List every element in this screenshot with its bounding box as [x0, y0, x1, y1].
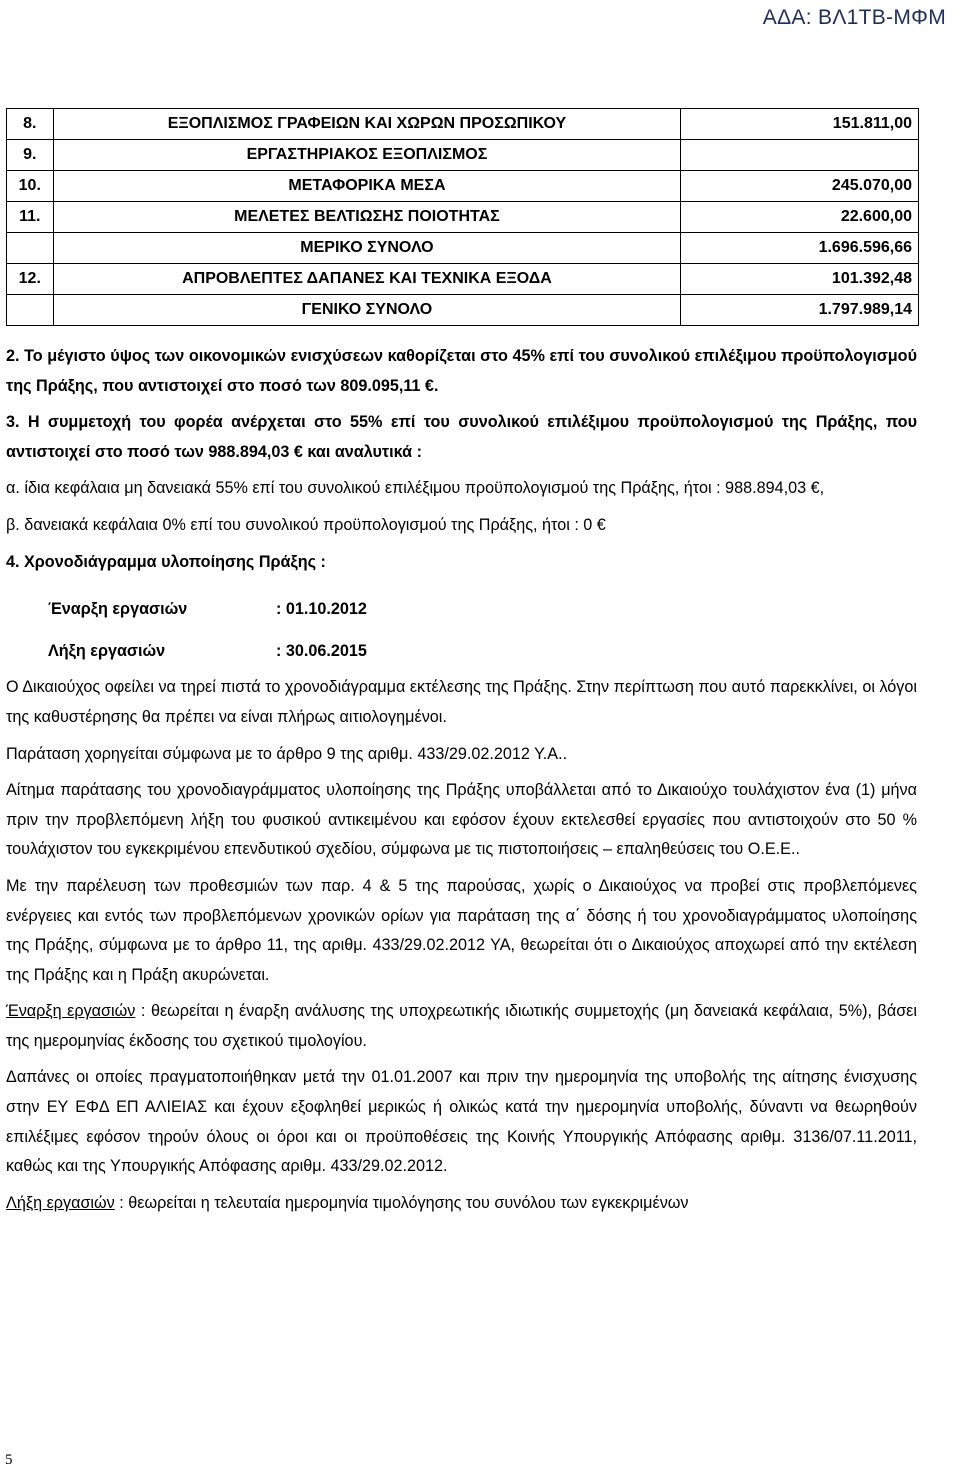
- item-a-paragraph: α. ίδια κεφάλαια μη δανειακά 55% επί του συνολικού επιλέξιμου προϋπολογισμού της Πράξης, ήτοι : 988.894,03 €,: [6, 479, 825, 498]
- row-amount: 151.811,00: [681, 109, 919, 140]
- table-row: [7, 295, 919, 326]
- section-2-paragraph: 2. Το μέγιστο ύψος των οικονομικών ενισχύσεων καθορίζεται στο 45% επί του συνολικού επιλέξιμου προϋπολογισμού της Πράξης, που αντιστοιχεί στο ποσό των 809.095,11 €.: [6, 347, 917, 395]
- budget-table: [6, 108, 919, 326]
- schedule-start-value: : 01.10.2012: [276, 600, 367, 619]
- start-definition-text: : θεωρείται η έναρξη ανάλυσης της υποχρεωτικής ιδιωτικής συμμετοχής (μη δανειακά κεφάλαια, 5%), βάσει της ημερομηνίας έκδοσης του σχετικού τιμολογίου.: [6, 1002, 917, 1050]
- row-amount: 245.070,00: [681, 171, 919, 202]
- section-4-title: 4. Χρονοδιάγραμμα υλοποίησης Πράξης :: [6, 552, 326, 571]
- page-number: 5: [5, 1452, 13, 1468]
- table-row: [7, 264, 919, 295]
- schedule-end-value: : 30.06.2015: [276, 641, 367, 660]
- schedule-end: [6, 637, 917, 667]
- table-row: [7, 140, 919, 171]
- schedule-start: [6, 595, 917, 625]
- costs-paragraph: Δαπάνες οι οποίες πραγματοποιήθηκαν μετά την 01.01.2007 και πριν την ημερομηνία της υποβολής της αίτησης ένισχυσης στην ΕΥ ΕΦΔ ΕΠ ΑΛΙΕΙΑΣ και έχουν εξοφληθεί μερικώς ή ολικώς κατά την ημερομηνία υποβολής, δύναντι να θεωρηθούν επιλέξιμες εφόσον τηρούν όλους οι όροι και οι προϋποθέσεις της Κοινής Υπουργικής Απόφασης αριθμ. 3136/07.11.2011, καθώς και της Υπουργικής Απόφασης αριθμ. 433/29.02.2012.: [6, 1068, 917, 1176]
- row-number: 10.: [7, 171, 54, 202]
- row-amount: 101.392,48: [681, 264, 919, 295]
- row-number: 12.: [7, 264, 54, 295]
- deadline-paragraph: Με την παρέλευση των προθεσμιών των παρ. 4 & 5 της παρούσας, χωρίς ο Δικαιούχος να προβεί στις προβλεπόμενες ενέργειες και εντός των προβλεπόμενων χρονικών ορίων για παράταση της α΄ δόσης ή του χρονοδιαγράμματος υλοποίησης της Πράξης, σύμφωνα με το άρθρο 11, της αριθμ. 433/29.02.2012 ΥΑ, θεωρείται ότι ο Δικαιούχος αποχωρεί από την εκτέλεση της Πράξης και η Πράξη ακυρώνεται.: [6, 876, 917, 984]
- row-amount: 1.696.596,66: [681, 233, 919, 264]
- row-description: ΓΕΝΙΚΟ ΣΥΝΟΛΟ: [53, 295, 681, 326]
- document-body: [6, 342, 917, 1218]
- row-description: ΜΕΛΕΤΕΣ ΒΕΛΤΙΩΣΗΣ ΠΟΙΟΤΗΤΑΣ: [53, 202, 681, 233]
- row-description: ΜΕΡΙΚΟ ΣΥΝΟΛΟ: [53, 233, 681, 264]
- row-description: ΕΡΓΑΣΤΗΡΙΑΚΟΣ ΕΞΟΠΛΙΣΜΟΣ: [53, 140, 681, 171]
- table-row: [7, 171, 919, 202]
- row-description: ΑΠΡΟΒΛΕΠΤΕΣ ΔΑΠΑΝΕΣ ΚΑΙ ΤΕΧΝΙΚΑ ΕΞΟΔΑ: [53, 264, 681, 295]
- row-number: 11.: [7, 202, 54, 233]
- row-number: 9.: [7, 140, 54, 171]
- row-amount: [681, 140, 919, 171]
- item-b-paragraph: β. δανειακά κεφάλαια 0% επί του συνολικού προϋπολογισμού της Πράξης, ήτοι : 0 €: [6, 515, 606, 534]
- row-amount: 22.600,00: [681, 202, 919, 233]
- obligation-paragraph: Ο Δικαιούχος οφείλει να τηρεί πιστά το χρονοδιάγραμμα εκτέλεσης της Πράξης. Στην περίπτωση που αυτό παρεκκλίνει, οι λόγοι της καθυστέρησης θα πρέπει να είναι πλήρως αιτιολογημένοι.: [6, 678, 917, 726]
- section-3-paragraph: 3. Η συμμετοχή του φορέα ανέρχεται στο 55% επί του συνολικού επιλέξιμου προϋπολογισμού της Πράξης, που αντιστοιχεί στο ποσό των 988.894,03 € και αναλυτικά :: [6, 413, 917, 461]
- table-row: [7, 109, 919, 140]
- extension-paragraph: Παράταση χορηγείται σύμφωνα με το άρθρο 9 της αριθμ. 433/29.02.2012 Υ.Α..: [6, 744, 568, 763]
- table-row: [7, 233, 919, 264]
- row-number: [7, 233, 54, 264]
- start-definition-term: Έναρξη εργασιών: [6, 1002, 136, 1021]
- end-definition-term: Λήξη εργασιών: [6, 1193, 115, 1212]
- end-definition-paragraph: [6, 1189, 917, 1219]
- ada-code: ΑΔΑ: ΒΛ1ΤΒ-ΜΦΜ: [762, 6, 946, 29]
- table-row: [7, 202, 919, 233]
- end-definition-text: : θεωρείται η τελευταία ημερομηνία τιμολόγησης του συνόλου των εγκεκριμένων: [114, 1193, 689, 1212]
- start-definition-paragraph: [6, 997, 917, 1056]
- row-amount: 1.797.989,14: [681, 295, 919, 326]
- row-description: ΜΕΤΑΦΟΡΙΚΑ ΜΕΣΑ: [53, 171, 681, 202]
- schedule-end-label: Λήξη εργασιών: [48, 641, 166, 660]
- schedule-start-label: Έναρξη εργασιών: [48, 600, 188, 619]
- row-description: ΕΞΟΠΛΙΣΜΟΣ ΓΡΑΦΕΙΩΝ ΚΑΙ ΧΩΡΩΝ ΠΡΟΣΩΠΙΚΟΥ: [53, 109, 681, 140]
- row-number: [7, 295, 54, 326]
- extension-request-paragraph: Αίτημα παράτασης του χρονοδιαγράμματος υλοποίησης της Πράξης υποβάλλεται από το Δικαιούχο τουλάχιστον ένα (1) μήνα πριν την προβλεπόμενη λήξη του φυσικού αντικειμένου και εφόσον έχουν εκτελεσθεί εργασίες που αντιστοιχούν στο 50 % τουλάχιστον του εγκεκριμένου επενδυτικού σχεδίου, σύμφωνα με τις πιστοποιήσεις – επαληθεύσεις του Ο.Ε.Ε..: [6, 781, 917, 859]
- row-number: 8.: [7, 109, 54, 140]
